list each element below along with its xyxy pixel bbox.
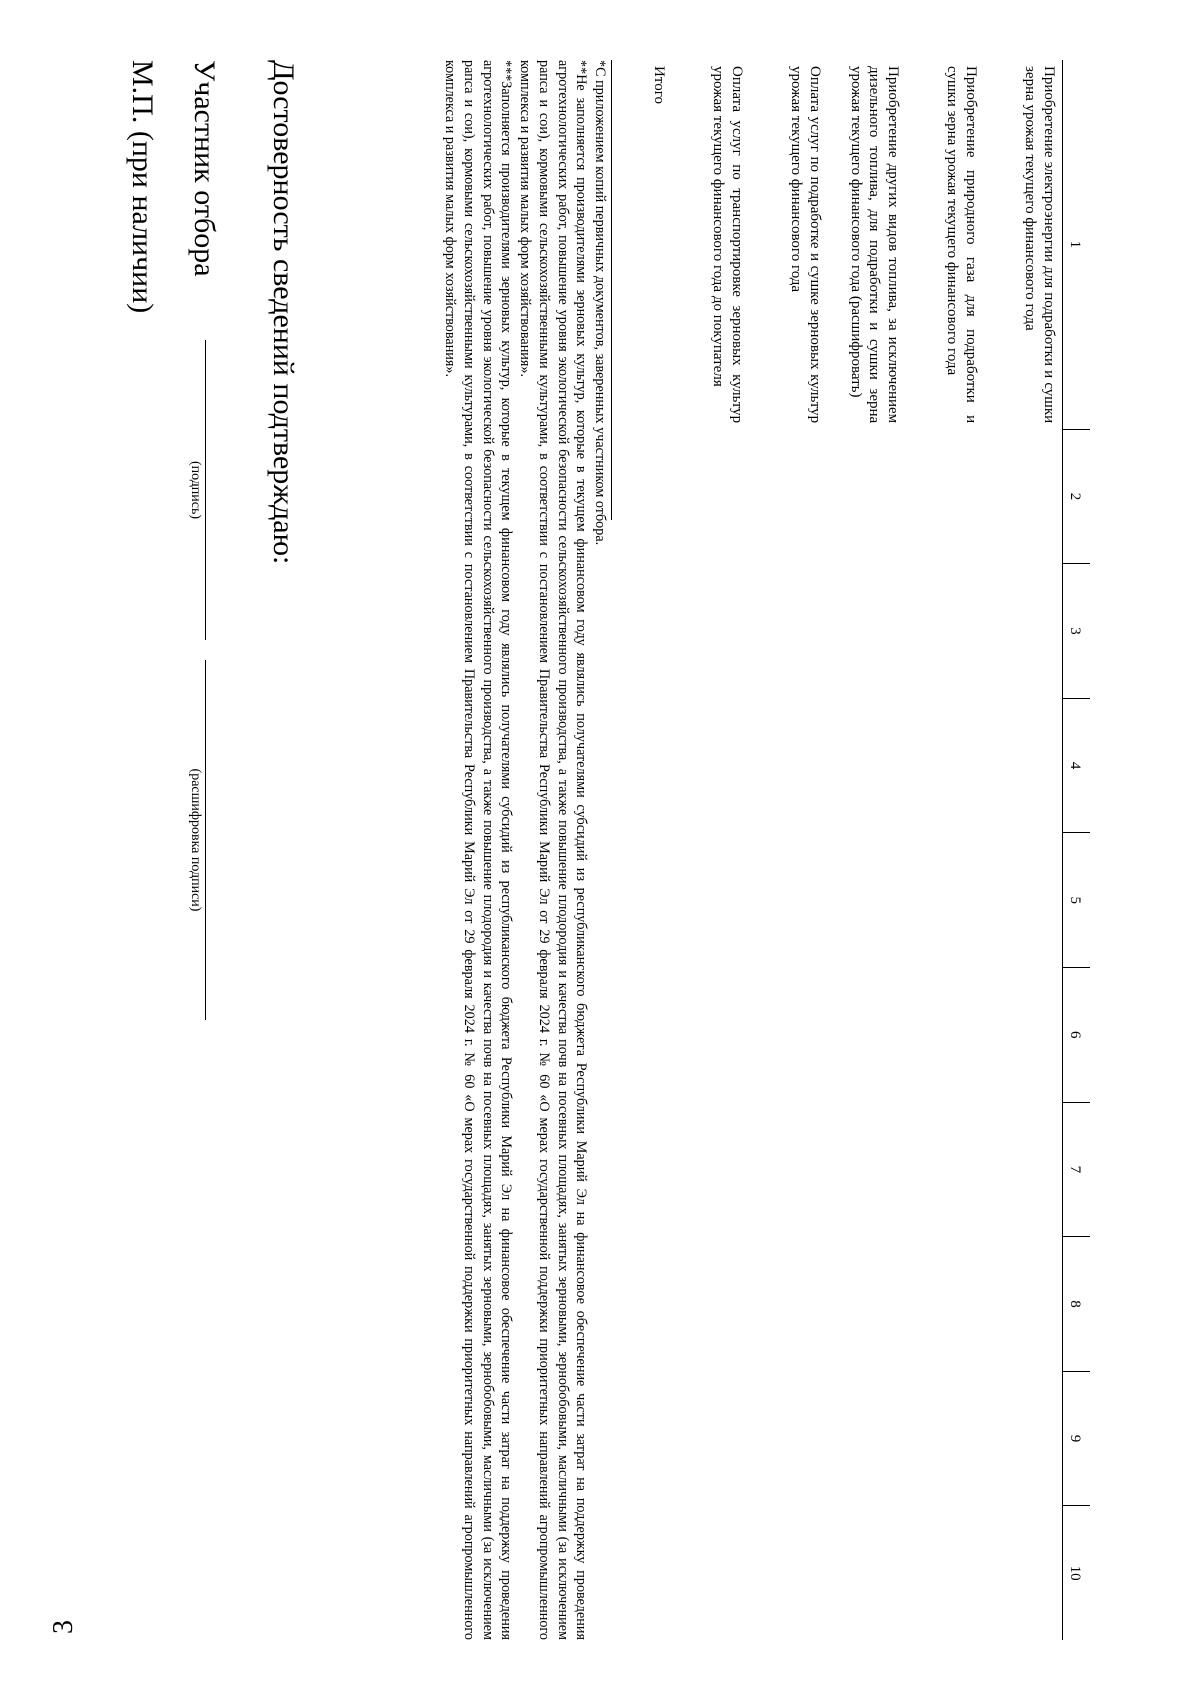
signature-decode-field[interactable] <box>187 660 230 1020</box>
empty-cells <box>906 429 984 1640</box>
stamp-row <box>125 60 159 1640</box>
stamp-label: М.П. (при наличии) <box>126 60 159 314</box>
table-row <box>750 60 828 1640</box>
row-label: Приобретение природного газа для подработки и сушки зерна урожая текущего финансового года <box>944 66 980 424</box>
table-row <box>672 60 750 1640</box>
column-number-row <box>1063 60 1090 1640</box>
table-row <box>906 60 984 1640</box>
row-label: Приобретение других видов топлива, за исключением дизельного топлива, для подработки и сушки зерна урожая текущего финансового года (расшифровать) <box>847 66 902 424</box>
footnotes <box>440 60 612 1640</box>
row-label: Оплата услуг по транспортировке зерновых культур урожая текущего финансового года до покупателя <box>710 66 746 424</box>
column-number: 10 <box>1063 1506 1090 1640</box>
expenses-table <box>624 60 1090 1640</box>
column-number: 6 <box>1063 968 1090 1103</box>
column-number: 7 <box>1063 1102 1090 1237</box>
certification-title: Достоверность сведений подтверждаю: <box>267 60 300 565</box>
signature-decode-line <box>205 660 230 1020</box>
participant-label: Участник отбора <box>188 60 221 277</box>
row-label: Приобретение электроэнергии для подработки и сушки зерна урожая текущего финансового года <box>1022 66 1058 424</box>
table-row <box>984 60 1063 1640</box>
row-label: Итого <box>651 66 668 104</box>
signature-decode-caption: (расшифровка подписи) <box>188 768 203 912</box>
column-number: 4 <box>1063 698 1090 833</box>
empty-cells <box>828 429 906 1640</box>
column-number: 9 <box>1063 1371 1090 1506</box>
footnote-1: *С приложением копий первичных документов, заверенных участником отбора. <box>592 60 608 546</box>
empty-cells <box>624 429 672 1640</box>
participant-signature-row <box>187 60 230 1640</box>
column-number: 1 <box>1063 60 1090 429</box>
footnote-divider <box>611 60 612 520</box>
table-row-total <box>624 60 672 1640</box>
footnote-2: **Не заполняется производителями зерновых культур, которые в текущем финансовом году являлись получателями субсидий из республиканского бюджета Республики Марий Эл на финансовое обеспечение части затрат на поддержку проведения агротехнологических работ, повышение уровня экологической безопасности сельскохозяйственного производства, а также повышение плодородия и качества почв на посевных площадях, занятых зерновыми, зернобобовыми, масличными (за исключением рапса и сои), кормовыми сельскохозяйственными культурами, в соответствии с постановлением Правительства Республики Марий Эл от 29 февраля 2024 г. № 60 «О мерах государственной поддержки приоритетных направлений агропромышленного комплекса и развития малых форм хозяйствования». <box>517 60 590 1640</box>
signature-line <box>205 340 230 640</box>
empty-cells <box>984 429 1063 1640</box>
signature-field[interactable] <box>187 340 230 640</box>
certification-block <box>97 60 300 1640</box>
column-number: 3 <box>1063 564 1090 699</box>
column-number: 8 <box>1063 1237 1090 1372</box>
column-number: 5 <box>1063 833 1090 968</box>
signature-caption: (подпись) <box>188 460 203 520</box>
table-row <box>828 60 906 1640</box>
empty-cells <box>750 429 828 1640</box>
row-label: Оплата услуг по подработке и сушке зерновых культур урожая текущего финансового года <box>788 66 824 424</box>
empty-cells <box>672 429 750 1640</box>
footnote-3: ***Заполняется производителями зерновых культур, которые в текущем финансовом году являлись получателями субсидий из республиканского бюджета Республики Марий Эл на финансовое обеспечение части затрат на поддержку проведения агротехнологических работ, повышение уровня экологической безопасности сельскохозяйственного производства, а также повышение плодородия и качества почв на посевных площадях, занятых зерновыми, зернобобовыми, масличными (за исключением рапса и сои), кормовыми сельскохозяйственными культурами, в соответствии с постановлением Правительства Республики Марий Эл от 29 февраля 2024 г. № 60 «О мерах государственной поддержки приоритетных направлений агропромышленного комплекса и развития малых форм хозяйствования». <box>442 60 515 1640</box>
page-number: 3 <box>48 1620 79 1634</box>
column-number: 2 <box>1063 429 1090 564</box>
